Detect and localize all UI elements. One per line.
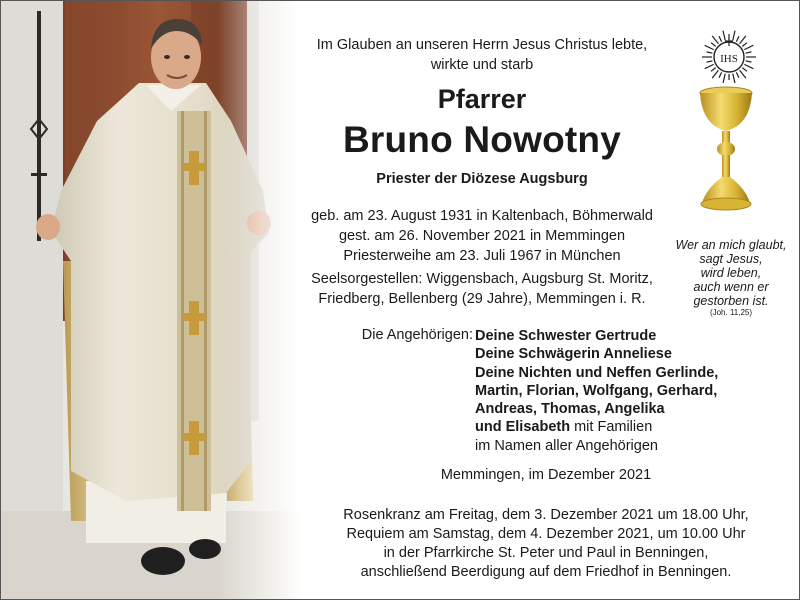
intro-text xyxy=(301,35,663,75)
relatives-line xyxy=(475,418,775,436)
service-line: anschließend Beerdigung auf dem Friedhof in Benningen. xyxy=(360,564,732,580)
relatives-line: im Namen aller Angehörigen xyxy=(475,437,658,454)
relatives-line: Deine Nichten und Neffen Gerlinde, xyxy=(475,364,719,381)
subtitle: Priester der Diözese Augsburg xyxy=(376,171,588,187)
intro-line-1: Im Glauben an unseren Herrn Jesus Christus lebte, xyxy=(316,37,648,53)
ihs-sun-emblem-icon xyxy=(694,23,764,83)
service-line: in der Pfarrkirche St. Peter und Paul in Benningen, xyxy=(383,545,709,561)
quote-line: sagt Jesus, xyxy=(699,252,763,266)
bible-quote xyxy=(661,238,800,308)
service-info xyxy=(301,506,791,582)
ihs-text: IHS xyxy=(720,53,738,65)
posts-line-1: Seelsorgestellen: Wiggensbach, Augsburg St. Moritz, xyxy=(311,271,653,287)
quote-line: Wer an mich glaubt, xyxy=(675,238,787,252)
posts xyxy=(293,269,671,309)
relatives-line-bold: und Elisabeth xyxy=(475,419,571,436)
relatives-line-rest: mit Familien xyxy=(570,419,653,436)
relatives-line: Deine Schwägerin Anneliese xyxy=(475,346,672,363)
biography xyxy=(293,206,671,266)
relatives-line: Andreas, Thomas, Angelika xyxy=(475,401,665,418)
priest-photo xyxy=(1,1,301,599)
service-line: Rosenkranz am Freitag, dem 3. Dezember 2021 um 18.00 Uhr, xyxy=(343,507,749,523)
posts-line-2: Friedberg, Bellenberg (29 Jahre), Memmingen i. R. xyxy=(318,291,646,307)
relatives-list xyxy=(475,327,775,455)
relatives-line: Deine Schwester Gertrude xyxy=(475,328,657,344)
priest-illustration xyxy=(1,1,301,599)
place-date: Memmingen, im Dezember 2021 xyxy=(440,467,652,483)
quote-line: wird leben, xyxy=(700,266,762,280)
quote-line: auch wenn er xyxy=(693,280,769,294)
intro-line-2: wirkte und starb xyxy=(430,57,534,73)
deceased-name: Bruno Nowotny xyxy=(342,119,621,160)
chalice-icon xyxy=(696,85,756,215)
birth-line: geb. am 23. August 1931 in Kaltenbach, Böhmerwald xyxy=(311,208,653,224)
ordination-line: Priesterweihe am 23. Juli 1967 in München xyxy=(343,248,621,264)
title: Pfarrer xyxy=(437,84,527,114)
quote-reference: (Joh. 11,25) xyxy=(709,308,753,317)
service-line: Requiem am Samstag, dem 4. Dezember 2021, um 10.00 Uhr xyxy=(346,526,746,542)
quote-line: gestorben ist. xyxy=(693,294,769,308)
relatives-label: Die Angehörigen: xyxy=(361,327,473,343)
relatives-line: Martin, Florian, Wolfgang, Gerhard, xyxy=(475,382,718,399)
death-line: gest. am 26. November 2021 in Memmingen xyxy=(338,228,626,244)
